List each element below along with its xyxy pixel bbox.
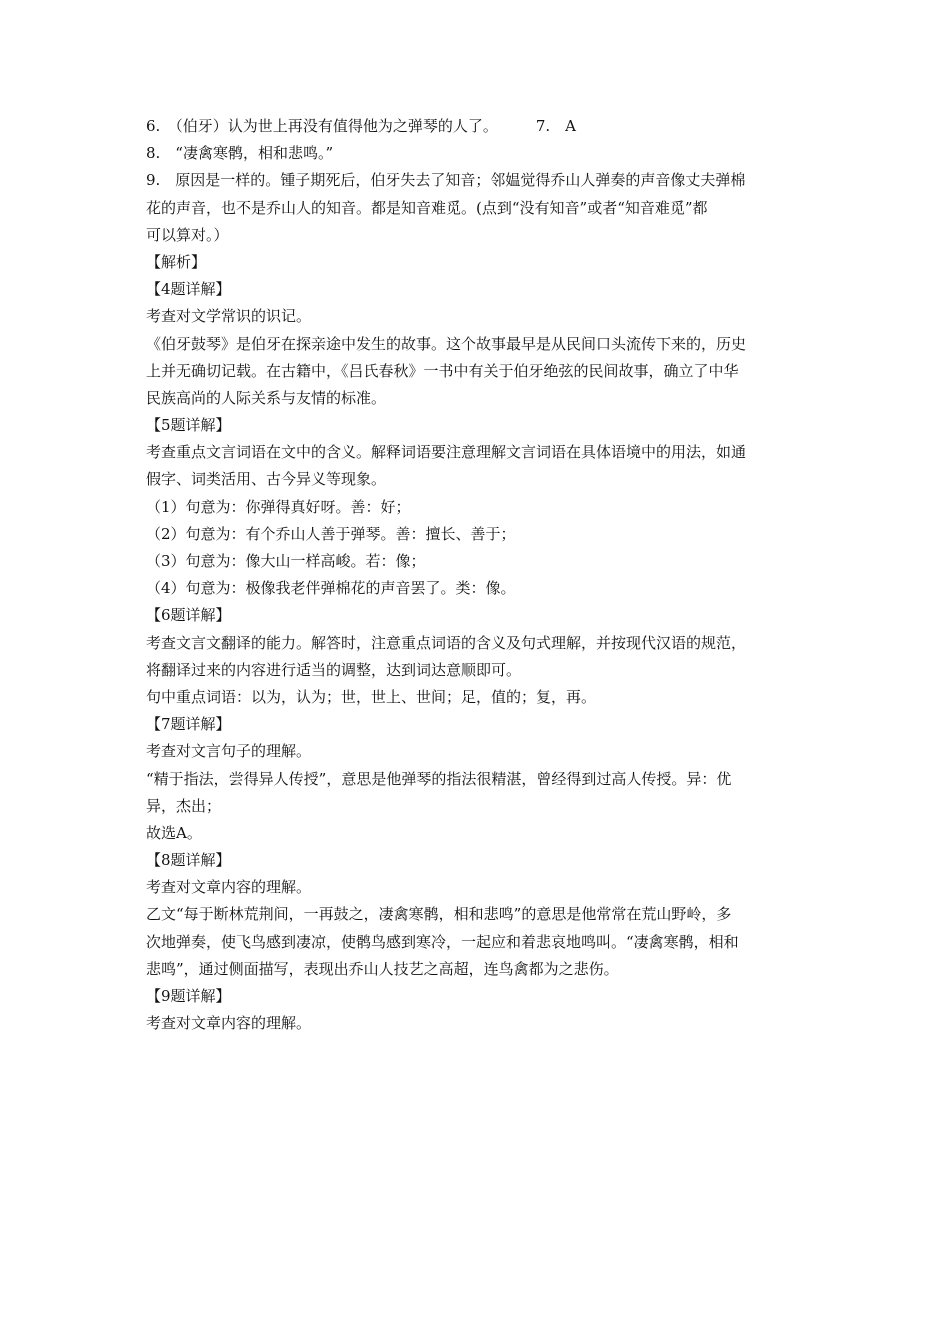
answer-7: 7. A [535, 117, 576, 135]
q5-item-2: （2）句意为：有个乔山人善于弹琴。善：擅长、善于； [146, 524, 516, 543]
q4-text-1: 考查对文学常识的识记。 [146, 307, 312, 326]
q7-text-3: 异，杰出； [146, 796, 222, 815]
q4-heading: 【4题详解】 [146, 280, 231, 299]
q8-text-2: 乙文“每于断林荒荆间，一再鼓之，凄禽寒鹘，相和悲鸣”的意思是他常常在荒山野岭，多 [146, 905, 732, 924]
answer-9-line-3: 可以算对。） [146, 225, 229, 244]
q6-text-3: 句中重点词语：以为，认为；世，世上、世间；足，值的；复，再。 [146, 687, 597, 706]
q7-text-2: “精于指法，尝得异人传授”，意思是他弹琴的指法很精湛，曾经得到过高人传授。异：优 [146, 769, 732, 788]
q6-text-1: 考查文言文翻译的能力。解答时，注意重点词语的含义及句式理解，并按现代汉语的规范， [146, 633, 747, 652]
answer-6: 6. （伯牙）认为世上再没有值得他为之弹琴的人了。 [146, 117, 498, 135]
q8-text-3: 次地弹奏，使飞鸟感到凄凉，使鹘鸟感到寒冷，一起应和着悲哀地鸣叫。“凄禽寒鹘，相和 [146, 932, 739, 951]
q5-text-2: 假字、词类活用、古今异义等现象。 [146, 470, 387, 489]
q9-text-1: 考查对文章内容的理解。 [146, 1014, 312, 1033]
q5-item-1: （1）句意为：你弹得真好呀。善：好； [146, 497, 411, 516]
answer-document [146, 113, 810, 1037]
q5-item-4: （4）句意为：极像我老伴弹棉花的声音罢了。类：像。 [146, 579, 516, 598]
q4-text-4: 民族高尚的人际关系与友情的标准。 [146, 388, 387, 407]
q7-text-1: 考查对文言句子的理解。 [146, 742, 312, 761]
q4-text-2: 《伯牙鼓琴》是伯牙在探亲途中发生的故事。这个故事最早是从民间口头流传下来的，历史 [146, 334, 747, 353]
answer-9-line-2: 花的声音，也不是乔山人的知音。都是知音难觅。(点到“没有知音”或者“知音难觅”都 [146, 198, 708, 217]
q5-heading: 【5题详解】 [146, 416, 231, 435]
q4-text-3: 上并无确切记载。在古籍中，《吕氏春秋》一书中有关于伯牙绝弦的民间故事，确立了中华 [146, 361, 739, 380]
q7-text-4: 故选A。 [146, 823, 202, 842]
q8-text-1: 考查对文章内容的理解。 [146, 878, 312, 897]
q7-heading: 【7题详解】 [146, 715, 231, 734]
answer-line-6-7 [146, 113, 810, 140]
analysis-heading: 【解析】 [146, 252, 207, 271]
q6-text-2: 将翻译过来的内容进行适当的调整，达到词达意顺即可。 [146, 660, 522, 679]
q8-text-4: 悲鸣”，通过侧面描写，表现出乔山人技艺之高超，连鸟禽都为之悲伤。 [146, 959, 619, 978]
q9-heading: 【9题详解】 [146, 987, 231, 1005]
q8-heading: 【8题详解】 [146, 851, 231, 870]
answer-8: 8. “凄禽寒鹘，相和悲鸣。” [146, 144, 334, 163]
q6-heading: 【6题详解】 [146, 606, 231, 625]
answer-9-line-1: 9. 原因是一样的。锺子期死后，伯牙失去了知音；邻媪觉得乔山人弹奏的声音像丈夫弹棉 [146, 171, 746, 190]
q5-item-3: （3）句意为：像大山一样高峻。若：像； [146, 552, 426, 570]
q5-text-1: 考查重点文言词语在文中的含义。解释词语要注意理解文言词语在具体语境中的用法，如通 [146, 443, 747, 462]
